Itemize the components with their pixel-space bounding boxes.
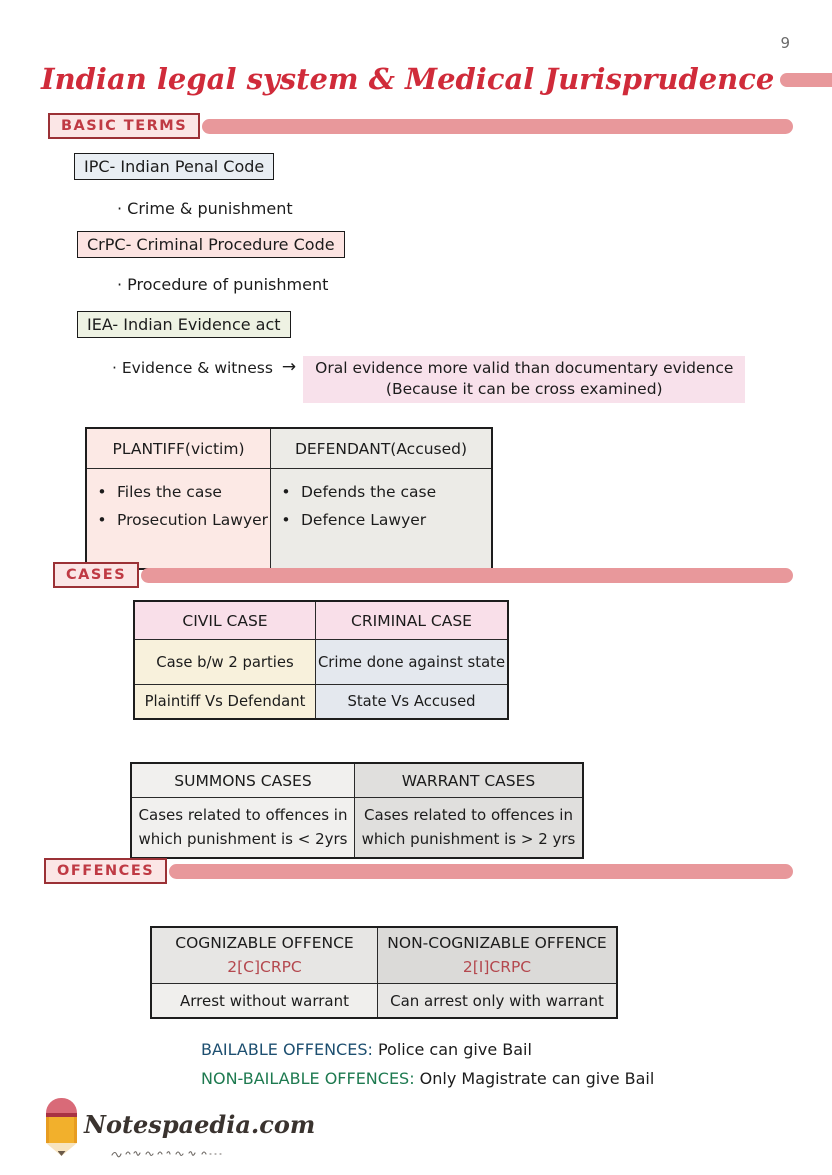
term-ipc: IPC- Indian Penal Code	[74, 153, 274, 180]
brand-tagline-script	[110, 1146, 230, 1160]
defendant-item-2: Defence Lawyer	[301, 511, 427, 529]
pencil-lead	[58, 1151, 66, 1156]
civil-case-header: CIVIL CASE	[135, 602, 316, 640]
page-title: Indian legal system & Medical Jurisprudence	[41, 62, 775, 96]
page-title-row	[35, 64, 795, 96]
evidence-highlight	[303, 356, 745, 403]
page-number: 9	[780, 34, 790, 52]
plaintiff-cell	[87, 469, 271, 568]
brand-name: Notespaedia.com	[84, 1110, 316, 1139]
arrow-right-icon: →	[281, 357, 297, 377]
section-basic-terms-heading	[48, 113, 793, 139]
warrant-header: WARRANT CASES	[355, 764, 582, 798]
cognizable-table	[150, 926, 618, 1019]
bailable-label: BAILABLE OFFENCES:	[201, 1040, 373, 1059]
summons-header: SUMMONS CASES	[132, 764, 355, 798]
cognizable-title: COGNIZABLE OFFENCE	[175, 934, 354, 953]
note-crpc: · Procedure of punishment	[117, 275, 329, 294]
table-header-plantiff: PLANTIFF(victim)	[87, 429, 271, 469]
criminal-row-2: State Vs Accused	[316, 685, 507, 718]
bullet-icon: •	[281, 511, 291, 529]
bailable-text: Police can give Bail	[372, 1040, 532, 1059]
plaintiff-defendant-table	[85, 427, 493, 570]
defendant-item-1: Defends the case	[301, 483, 437, 501]
summons-body: Cases related to offences in which punishment is < 2yrs	[132, 798, 355, 857]
non-cognizable-title: NON-COGNIZABLE OFFENCE	[387, 934, 607, 953]
non-cognizable-body: Can arrest only with warrant	[378, 984, 616, 1017]
non-bailable-line	[201, 1069, 654, 1088]
section-cases-heading	[53, 562, 793, 588]
civil-row-2: Plaintiff Vs Defendant	[135, 685, 316, 718]
non-cognizable-header	[378, 928, 616, 984]
summons-warrant-table	[130, 762, 584, 859]
criminal-case-header: CRIMINAL CASE	[316, 602, 507, 640]
bailable-line	[201, 1040, 532, 1059]
list-item	[87, 511, 270, 529]
civil-row-1: Case b/w 2 parties	[135, 640, 316, 685]
bullet-icon: •	[97, 511, 107, 529]
term-crpc: CrPC- Criminal Procedure Code	[77, 231, 345, 258]
list-item	[271, 511, 491, 529]
defendant-cell	[271, 469, 491, 568]
pencil-eraser	[46, 1098, 77, 1113]
basic-terms-bar	[202, 119, 793, 134]
non-bailable-text: Only Magistrate can give Bail	[414, 1069, 655, 1088]
offences-label: OFFENCES	[44, 858, 167, 884]
table-header-defendant: DEFENDANT(Accused)	[271, 429, 491, 469]
note-ipc: · Crime & punishment	[117, 199, 293, 218]
offences-bar	[169, 864, 793, 879]
evidence-witness-line	[112, 356, 745, 403]
cases-label: CASES	[53, 562, 139, 588]
section-offences-heading	[44, 858, 793, 884]
evidence-line2: (Because it can be cross examined)	[385, 380, 663, 398]
warrant-body: Cases related to offences in which punishment is > 2 yrs	[355, 798, 582, 857]
list-item	[87, 483, 270, 501]
pencil-tip	[46, 1143, 77, 1156]
basic-terms-label: BASIC TERMS	[48, 113, 200, 139]
term-iea: IEA- Indian Evidence act	[77, 311, 291, 338]
pencil-logo-icon	[46, 1098, 77, 1160]
plaintiff-item-2: Prosecution Lawyer	[117, 511, 269, 529]
cognizable-section-ref: 2[C]CRPC	[227, 957, 302, 976]
title-right-bar	[780, 73, 832, 87]
civil-criminal-table	[133, 600, 509, 720]
criminal-row-1: Crime done against state	[316, 640, 507, 685]
pencil-body	[46, 1117, 77, 1143]
bullet-icon: •	[281, 483, 291, 501]
non-bailable-label: NON-BAILABLE OFFENCES:	[201, 1069, 415, 1088]
cases-bar	[141, 568, 793, 583]
bullet-icon: •	[97, 483, 107, 501]
list-item	[271, 483, 491, 501]
cognizable-body: Arrest without warrant	[152, 984, 378, 1017]
cognizable-header	[152, 928, 378, 984]
plaintiff-item-1: Files the case	[117, 483, 222, 501]
evidence-lead: · Evidence & witness	[112, 359, 273, 377]
evidence-line1: Oral evidence more valid than documentary evidence	[315, 359, 734, 377]
non-cognizable-section-ref: 2[I]CRPC	[462, 957, 532, 976]
